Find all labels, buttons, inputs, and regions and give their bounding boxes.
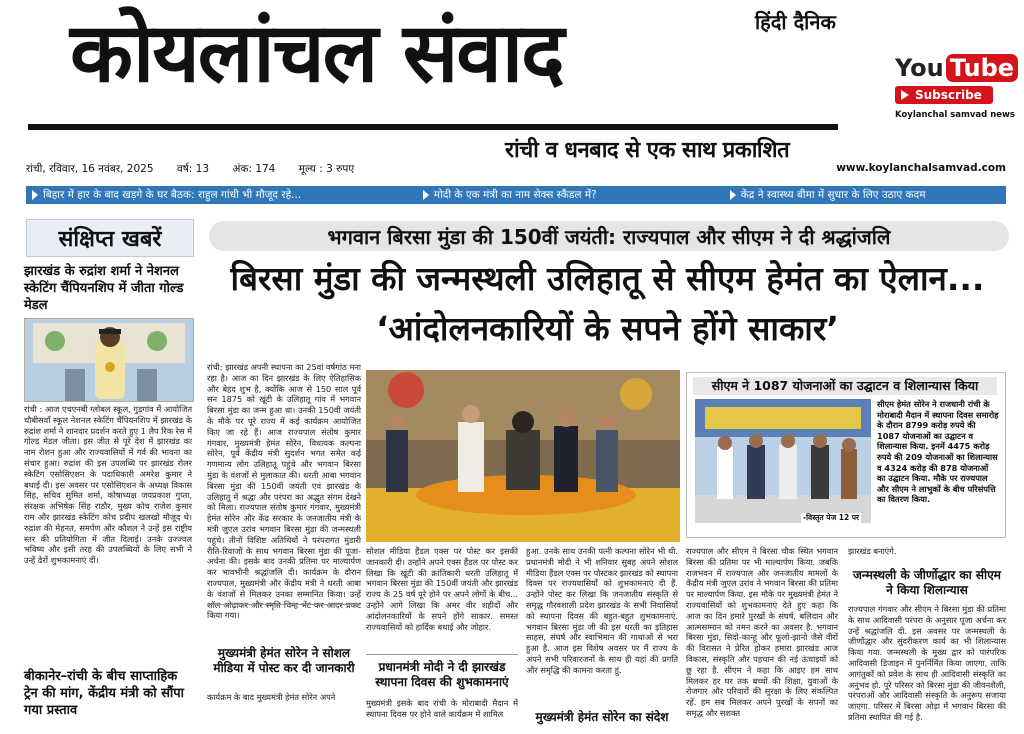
play-icon: [901, 90, 909, 100]
ticker-item[interactable]: [417, 188, 724, 202]
issue-year: वर्ष: 13: [176, 163, 210, 175]
subscribe-label: Subscribe: [915, 88, 982, 102]
side-photo-caption[interactable]: -विस्तृत पेज 12 पर: [803, 513, 860, 522]
main-story-col5: राज्यपाल गंगवार और सीएम ने बिरसा मुंडा की प्रतिमा के साथ आदिवासी परंपरा के अनुसार पूजा अर्चना कर उन्हें श्रद्धांजलि दी. इस अवसर पर जन्मस्थली के जीर्णोद्धार और सुंदरीकरण कार्य का भी शिलान्यास किया गया. जन्मस्थली के मुख्य द्वार को पारंपरिक आदिवासी डिजाइन में पुनर्निर्मित किया जाएगा, ताकि आगंतुकों को प्रवेश के साथ ही आदिवासी संस्कृति का अनुभव हो. पूरे परिसर को बिरसा मुंडा की जीवनशैली, परंपराओं और आदिवासी संस्कृति के अनुरूप सजाया जाएगा. परिसर में बिरसा ओड़ा में भगवान बिरसा की प्रतिमा स्थापित की गई है.: [848, 604, 1006, 722]
inauguration-photo-illustration: [695, 399, 871, 523]
main-story-col5-top: झारखंड बनाएंगे.: [848, 546, 897, 556]
tribute-ceremony-illustration: [366, 370, 680, 542]
col1-subheading: मुख्यमंत्री हेमंत सोरेन ने सोशल मीडिया में पोस्ट कर दी जानकारी: [213, 646, 355, 675]
main-story-col1: रांची: झारखंड अपनी स्थापना का 25वां वर्षगांठ मना रहा है। आज का दिन झारखंड के लिए ऐतिहासिक और बेहद शुभ है, क्योंकि आज से 150 साल पूर्व सन 1875 को खूंटी के उलिहातू गांव में भगवान बिरसा मुंडा का जन्म हुआ था। उनकी 150वीं जयंती के मौके पर पूरे राज्य में कई कार्यक्रम आयोजित किए जा रहे हैं। आज राज्यपाल संतोष कुमार गंगवार, मुख्यमंत्री हेमंत सोरेन, विधायक कल्पना सोरेन, पूर्व केंद्रीय मंत्री सुदर्शन भगत समेत कई गणमान्य लोग उलिहातू पहुंचे और भगवान बिरसा मुंडा के वंशजों से मुलाकात की। धरती आबा भगवान बिरसा मुंडा की 150वीं जयंती एवं झारखंड के उलिहातू में श्रद्धा और परंपरा का अद्भुत संगम देखने को मिला। राज्यपाल संतोष कुमार गंगवार, मुख्यमंत्री हेमंत सोरेन और केंद्र सरकार के जनजातीय मंत्री के मंत्री जुएल उरांव भगवान बिरसा मुंडा की जन्मस्थली पहुंचे। तीनों विशिष्ट अतिथियों ने परंपरागत मुंडारी रीति-रिवाजों के साथ भगवान बिरसा मुंडा की पूजा-अर्चना की। इसके बाद उनकी प्रतिमा पर माल्यार्पण कर भावभीनी श्रद्धांजलि दी। कार्यक्रम के दौरान राज्यपाल, मुख्यमंत्री और केंद्रीय मंत्री ने धरती आबा के वंशजों से मिलकर उनका सम्मानित किया। उन्हें किया गया।: [207, 362, 361, 621]
divider: [207, 604, 361, 605]
brief-story1-body: रांची : आज एचएनबी ग्लोबल स्कूल, गुड़गांव में आयोजित चौबीसवाँ स्कूल नेशनल स्केटिंग चैंपियनशिप में झारखंड के रुद्रांश शर्मा ने शानदार प्रदर्शन करते हुए 1 लैप रिंक रेस में गोल्ड मेडल जीता। इस जीत से पूरे देश में झारखंड का नाम रोशन हुआ और राज्यवासियों में गर्व की भावना का संचार हुआ। रुद्रांश की इस उपलब्धि पर झारखंड रोलर स्केटिंग एसोसिएशन के पदाधिकारी अमरेश कुमार ने बधाई दी। इस अवसर पर एसोसिएशन के अध्यक्ष विकास सिंह, सचिव सुमित शर्मा, कोषाध्यक्ष जयप्रकाश गुप्ता, संरक्षक अभिषेक सिंह राठौर, मुख्य कोच राजेश कुमार राम और झारखंड स्केटिंग कोच प्रदीप खलखो मौजूद थे। रुद्रांश की मेहनत, समर्पण और कौशल ने उन्हें इस राष्ट्रीय स्तर की प्रतियोगिता में जीत दिलाई। उनके उज्ज्वल भविष्य और इसी तरह की उपलब्धियों के लिए सभी ने उन्हें ढेरों शुभकामनाएं दीं।: [24, 404, 192, 566]
website-link[interactable]: www.koylanchalsamvad.com: [836, 162, 1006, 174]
issue-date: रांची, रविवार, 16 नवंबर, 2025: [26, 163, 154, 175]
main-story-col4: राज्यपाल और सीएम ने बिरसा चौक स्थित भगवान बिरसा की प्रतिमा पर भी माल्यार्पण किया. जबकि राजभवन में राज्यपाल और जनजातीय मामलों के केंद्रीय मंत्री जुएल उरांव ने भगवान बिरसा की प्रतिमा पर माल्यार्पण किया. इस मौके पर मुख्यमंत्री हेमंत ने राज्यवासियों को शुभकामनाएं देते हुए कहा कि आज का दिन हमारे पुरखों के संघर्ष, बलिदान और आत्मसम्मान को नमन करने का अवसर है. भगवान बिरसा मुंडा, सिदो-कान्हू और फूलो-झानो जैसे वीरों की विरासत ने प्रेरित होकर हमारा झारखंड आज विकास, संस्कृति और पहचान की नई ऊंचाइयों को छू रहा है. सीएम ने कहा कि आइए हम साथ मिलकर हर घर तक बच्चों की शिक्षा, युवाओं के रोजगार और परिवारों की सुरक्षा के लिए संकल्पित रहें. हम सब मिलकर अपने पुरखों के सपनों का समृद्ध और सशक्त: [686, 546, 838, 718]
col3-subheading: मुख्यमंत्री हेमंत सोरेन का संदेश: [535, 710, 669, 724]
col5-subheading: जन्मस्थली के जीर्णोद्धार का सीएम ने किया शिलान्यास: [853, 568, 1001, 597]
inauguration-photo: [695, 399, 871, 523]
main-story-col2-continued: मुख्यमंत्री इसके बाद रांची के मोराबादी मैदान में स्थापना दिवस पर होने वाले कार्यक्रम में शामिल: [366, 698, 518, 719]
arrow-right-icon: [730, 190, 736, 200]
issue-number: अंक: 174: [232, 163, 276, 175]
ticker-text: मोदी के एक मंत्री का नाम सेक्स स्कैंडल में?: [433, 189, 597, 201]
arrow-right-icon: [32, 190, 38, 200]
news-ticker: [26, 186, 1006, 204]
brief-story1-headline[interactable]: झारखंड के रुद्रांश शर्मा ने नेशनल स्केटिंग चैंपियनशिप में जीता गोल्ड मेडल: [24, 264, 184, 313]
side-photo-title: सीएम ने 1087 योजनाओं का उद्घाटन व शिलान्यास किया: [693, 377, 997, 395]
masthead-tagline-daily: हिंदी दैनिक: [755, 10, 836, 34]
ticker-text: केंद्र ने स्वास्थ्य बीमा में सुधार के लिए उठाए कदम: [740, 189, 926, 201]
skater-photo-illustration: [25, 319, 193, 401]
main-story-col2: सोशल मीडिया हैंडल एक्स पर पोस्ट कर इसकी जानकारी दी। उन्होंने अपने एक्स हैंडल पर पोस्ट कर लिखा कि खूंटी की क्रांतिकारी धरती उलिहातू में भगवान बिरसा मुंडा की 150वीं जयंती और झारखंड राज्य के 25 वर्ष पूरे होने पर अपने लोगों के बीच... उन्होंने आगे लिखा कि अमर वीर शहीदों और आंदोलनकारियों के सपने होंगे साकार. समस्त राज्यवासियों को हार्दिक बधाई और जोहार.: [366, 546, 518, 632]
side-photo-text: सीएम हेमंत सोरेन ने राजधानी रांची के मोराबादी मैदान में स्थापना दिवस समारोह के दौरान 8799 करोड़ रुपये की 1087 योजनाओं का उद्घाटन व शिलान्यास किया. इनमें 4475 करोड़ रुपये की 209 योजनाओं का शिलान्यास व 4324 करोड़ की 878 योजनाओं का उद्घाटन किया. मौके पर राज्यपाल और सीएम ने लाभुकों के बीच परिसंपत्ति का वितरण किया.: [877, 399, 999, 505]
main-event-photo: [366, 370, 680, 542]
youtube-badge[interactable]: [895, 54, 1015, 120]
subscribe-button[interactable]: [895, 86, 993, 104]
newspaper-masthead-title: कोयलांचल संवाद: [70, 6, 563, 101]
brief-news-heading: संक्षिप्त खबरें: [26, 219, 194, 257]
main-story-kicker: भगवान बिरसा मुंडा की 150वीं जयंती: राज्यपाल और सीएम ने दी श्रद्धांजलि: [209, 221, 1009, 251]
skater-photo: [24, 318, 194, 402]
ticker-item[interactable]: [724, 188, 1006, 202]
youtube-logo-you: You: [895, 54, 944, 82]
divider: [366, 654, 518, 655]
masthead-underline: [28, 124, 838, 130]
youtube-channel-name: Koylanchal samvad news: [895, 110, 1015, 120]
ticker-item[interactable]: [26, 188, 417, 202]
masthead-tagline-published: रांची व धनबाद से एक साथ प्रकाशित: [505, 138, 790, 163]
ticker-text: बिहार में हार के बाद खड़गे के घर बैठक: राहुल गांधी भी मौजूद रहे...: [43, 189, 302, 201]
youtube-logo[interactable]: [895, 54, 1015, 82]
side-photo-box: [686, 372, 1006, 538]
youtube-logo-tube: Tube: [946, 54, 1018, 82]
col2-subheading: प्रधानमंत्री मोदी ने दी झारखंड स्थापना दिवस की शुभकामनाएं: [375, 660, 509, 689]
main-story-col3: हुआ. उनके साथ उनकी पत्नी कल्पना सोरेन भी थी. प्रधानमंत्री मोदी ने भी शनिवार सुबह अपने सोशल मीडिया हैंडल एक्स पर पोस्टकर झारखंड को स्थापना दिवस पर राज्यवासियों को शुभकामनाएं दी हैं. उन्होंने पोस्ट कर लिखा कि जनजातीय संस्कृति से समृद्ध गौरवशाली प्रदेश झारखंड के सभी निवासियों को स्थापना दिवस की बहुत-बहुत शुभकामनाएं. भगवान बिरसा मुंडा जी की इस धरती का इतिहास साहस, संघर्ष और स्वाभिमान की गाथाओं से भरा हुआ है. आज इस विशेष अवसर पर मैं राज्य के अपने सभी परिवारजनों के साथ ही यहां की प्रगति और समृद्धि की कामना करता हूं.: [526, 546, 678, 675]
issue-price: मूल्य : 3 रुपए: [298, 163, 355, 175]
arrow-right-icon: [423, 190, 429, 200]
brief-story2-headline[interactable]: बीकानेर–रांची के बीच साप्ताहिक ट्रेन की मांग, केंद्रीय मंत्री को सौंपा गया प्रस्ताव: [24, 669, 185, 718]
main-story-headline[interactable]: बिरसा मुंडा की जन्मस्थली उलिहातू से सीएम हेमंत का ऐलान... ‘आंदोलनकारियों के सपने होंगे साकार’: [230, 259, 985, 348]
main-story-col1-continued: कार्यक्रम के बाद मुख्यमंत्री हेमंत सोरेन अपने: [207, 692, 336, 702]
